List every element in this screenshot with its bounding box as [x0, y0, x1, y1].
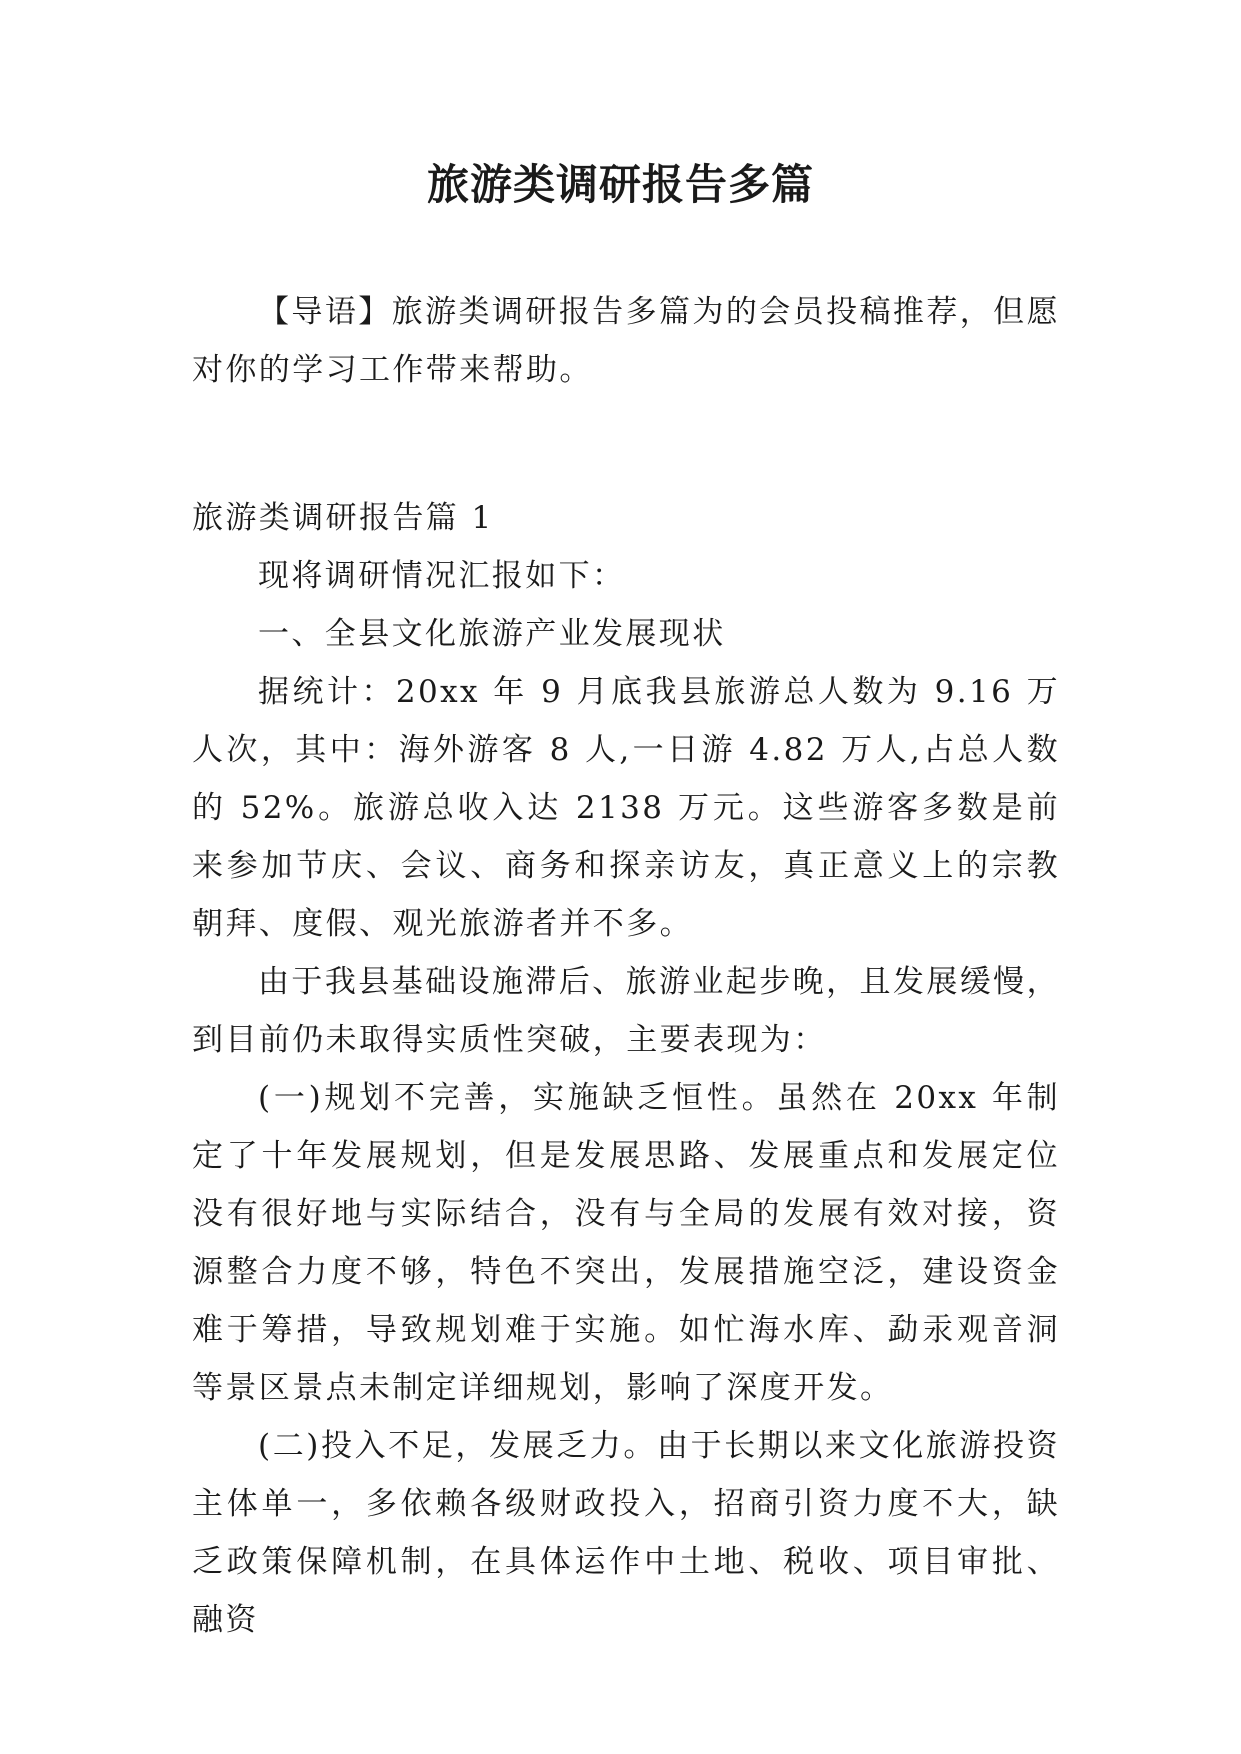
body-paragraph: 现将调研情况汇报如下： [258, 558, 626, 594]
body-paragraph: (二)投入不足，发展乏力。由于长期以来文化旅游投资主体单一，多依赖各级财政投入，招商引资力度不大，缺乏政策保障机制，在具体运作中土地、税收、项目审批、融资 [192, 1428, 1060, 1638]
intro-paragraph: 【导语】旅游类调研报告多篇为的会员投稿推荐，但愿对你的学习工作带来帮助。 [192, 294, 1060, 388]
body-paragraph: 据统计：20xx 年 9 月底我县旅游总人数为 9.16 万人次，其中：海外游客 8 人,一日游 4.82 万人,占总人数的 52%。旅游总收入达 2138 万元。这些游客多数是前来参加节庆、会议、商务和探亲访友，真正意义上的宗教朝拜、度假、观光旅游者并不多。 [192, 674, 1060, 942]
body-paragraph: (一)规划不完善，实施缺乏恒性。虽然在 20xx 年制定了十年发展规划，但是发展思路、发展重点和发展定位没有很好地与实际结合，没有与全局的发展有效对接，资源整合力度不够，特色不突出，发展措施空泛，建设资金难于筹措，导致规划难于实施。如忙海水库、勐汞观音洞等景区景点未制定详细规划，影响了深度开发。 [192, 1080, 1060, 1406]
section-heading: 旅游类调研报告篇 1 [192, 500, 494, 536]
body-paragraph: 由于我县基础设施滞后、旅游业起步晚，且发展缓慢，到目前仍未取得实质性突破，主要表现为： [192, 964, 1060, 1058]
document-body [192, 283, 1060, 1649]
body-paragraph: 一、全县文化旅游产业发展现状 [258, 616, 726, 652]
document-title: 旅游类调研报告多篇 [426, 160, 814, 209]
